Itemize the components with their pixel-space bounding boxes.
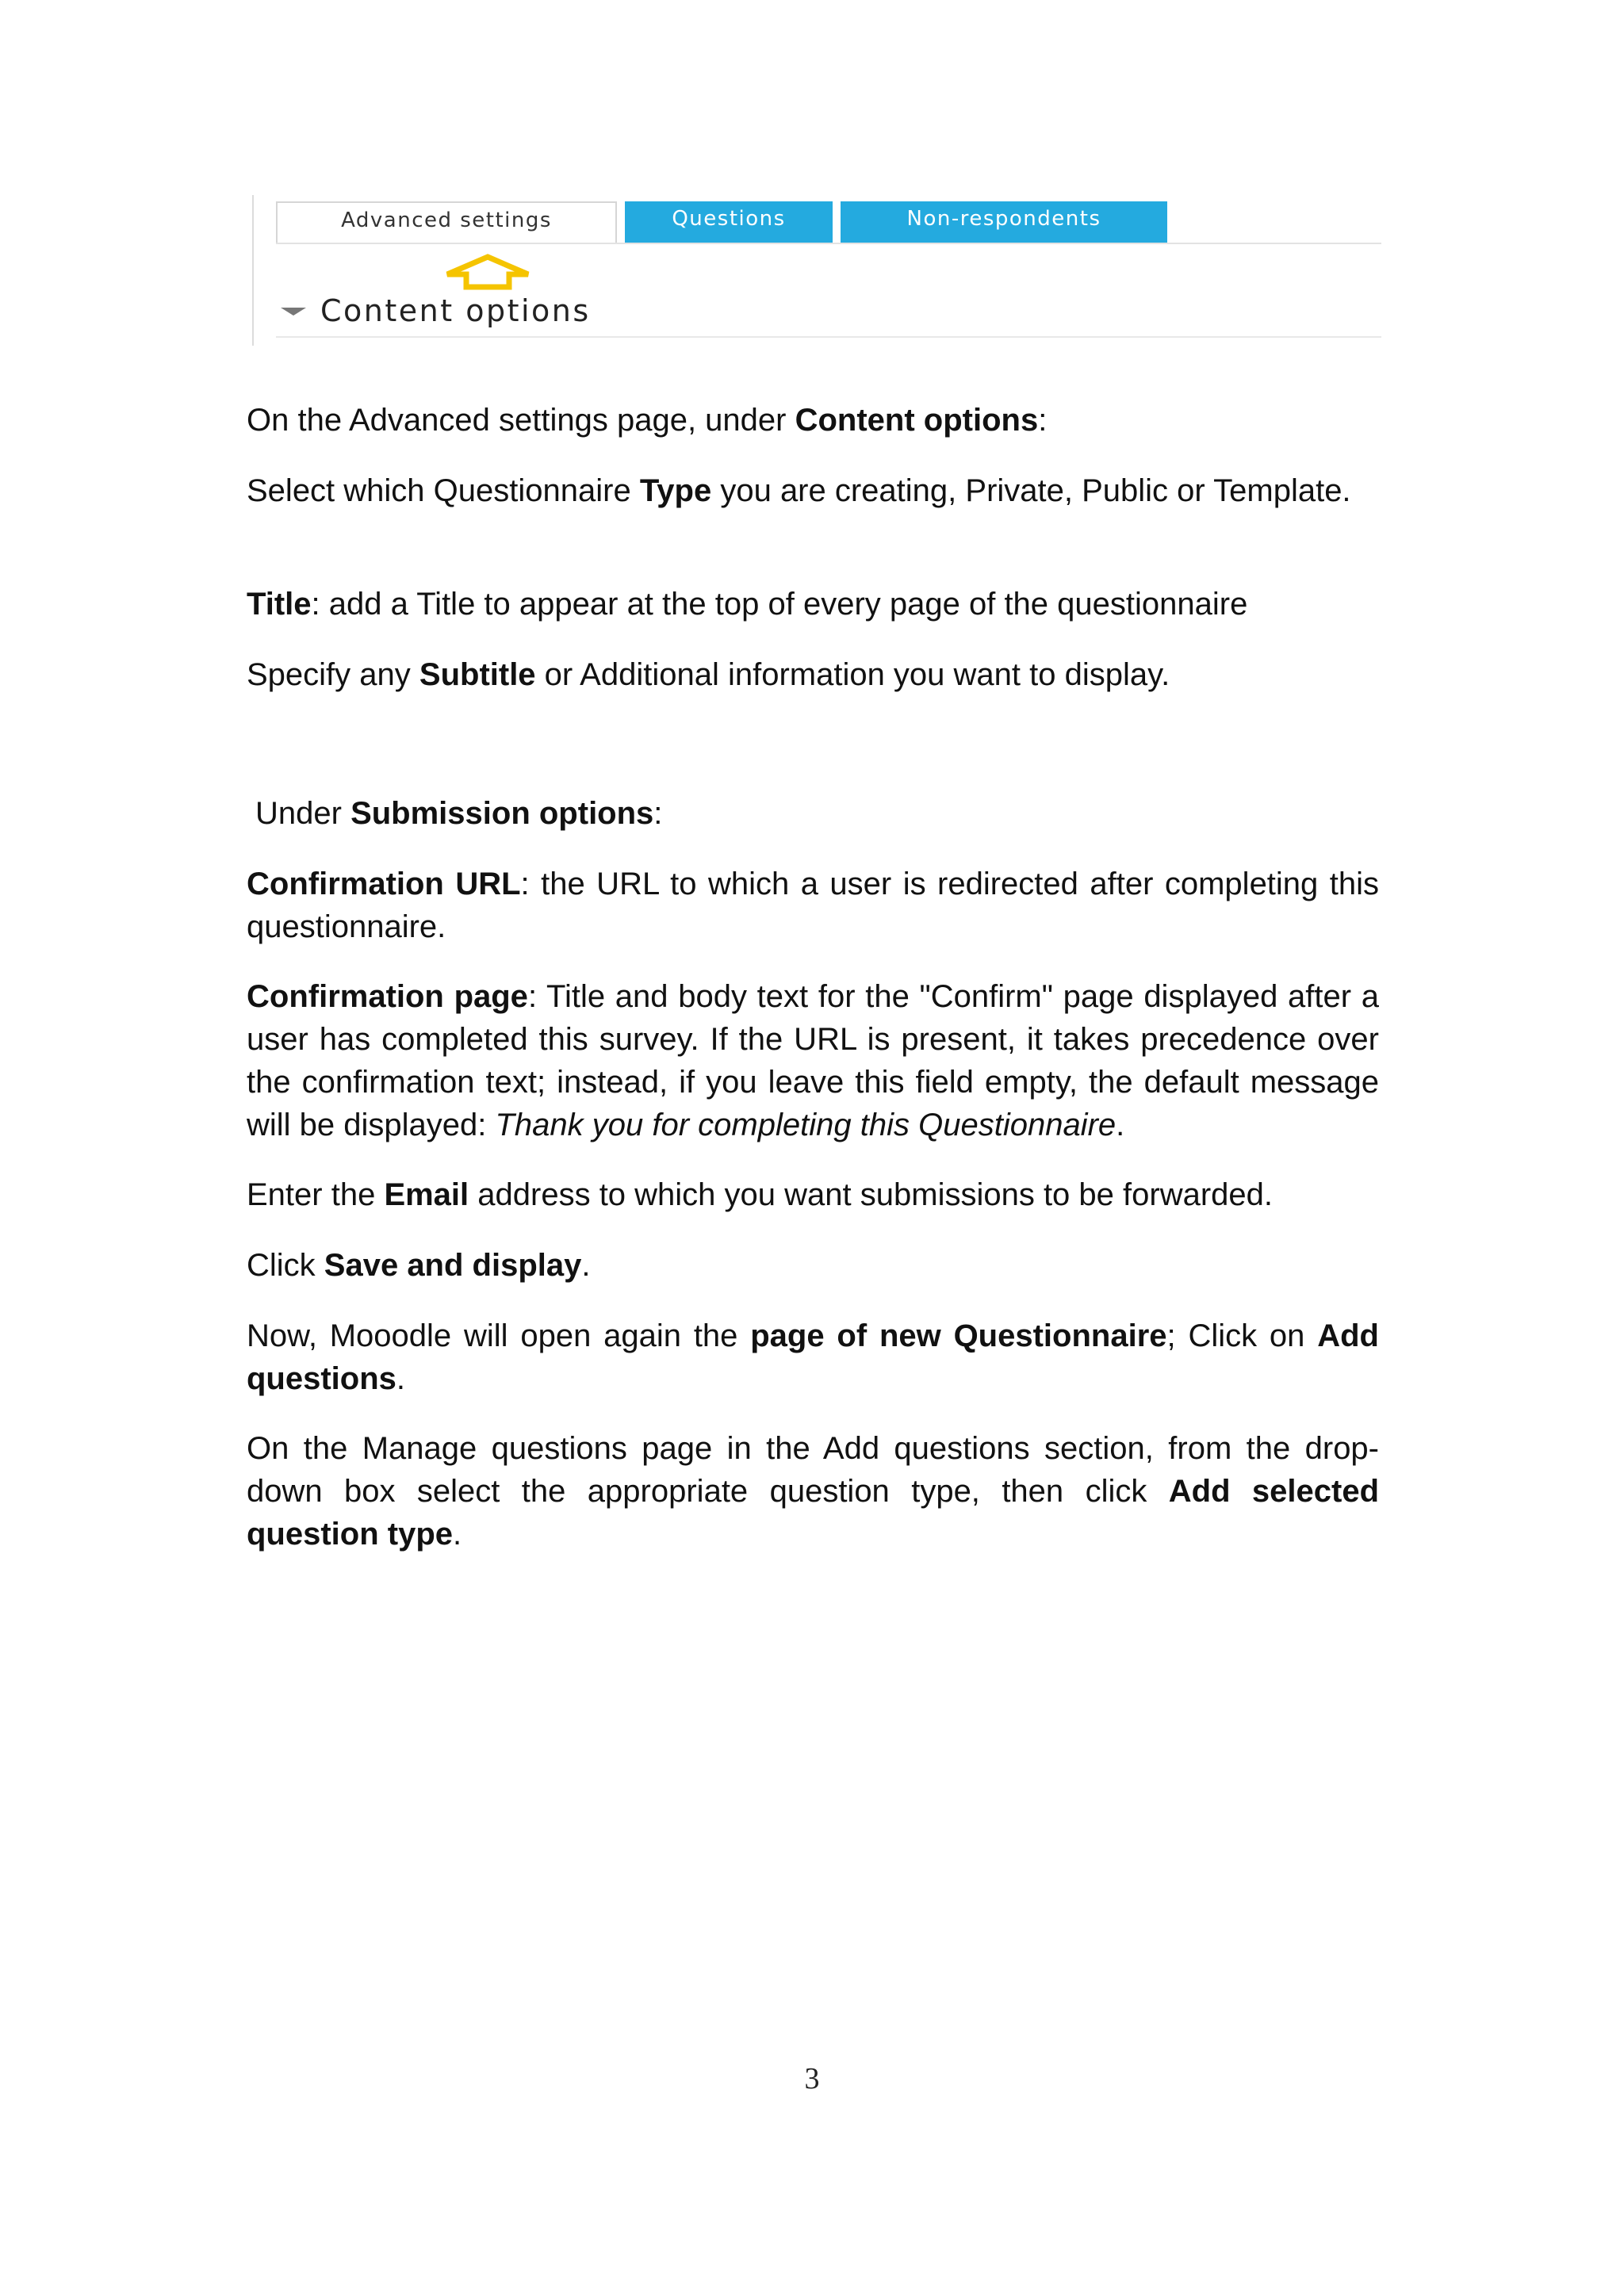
paragraph: Specify any Subtitle or Additional information you want to display.	[247, 657, 1170, 692]
paragraph: Enter the Email address to which you want submissions to be forwarded.	[247, 1177, 1274, 1212]
section-heading-content-options[interactable]: Content options	[320, 293, 591, 328]
paragraph: Confirmation URL: the URL to which a user is redirected after completing this questionnaire.	[247, 867, 1380, 944]
divider	[252, 195, 254, 346]
tab-non-respondents[interactable]: Non-respondents	[841, 201, 1167, 243]
paragraph: Under Submission options:	[255, 796, 663, 831]
paragraph: Now, Mooodle will open again the page of new Questionnaire; Click on Add questions.	[247, 1318, 1379, 1396]
paragraph: Click Save and display.	[247, 1248, 591, 1283]
paragraph: Title: add a Title to appear at the top of every page of the questionnaire	[247, 587, 1248, 622]
up-arrow-icon	[442, 254, 533, 290]
caret-down-icon[interactable]	[281, 308, 306, 316]
tab-advanced-settings[interactable]: Advanced settings	[276, 201, 617, 243]
divider	[276, 336, 1381, 338]
page-number: 3	[804, 2062, 820, 2095]
tab-questions[interactable]: Questions	[625, 201, 833, 243]
paragraph: On the Advanced settings page, under Content options:	[247, 403, 1048, 438]
tab-divider	[276, 243, 1381, 244]
ui-screenshot	[252, 195, 1381, 346]
paragraph: On the Manage questions page in the Add questions section, from the drop-down box select the appropriate question type, then click Add selected question type.	[247, 1431, 1380, 1552]
paragraph: Select which Questionnaire Type you are creating, Private, Public or Template.	[247, 473, 1351, 508]
paragraph: Confirmation page: Title and body text for the "Confirm" page displayed after a user has completed this survey. If the URL is present, it takes precedence over the confirmation text; instead, if you leave this field empty, the default message will be displayed: Thank you for completing this Questionnaire.	[247, 979, 1379, 1142]
